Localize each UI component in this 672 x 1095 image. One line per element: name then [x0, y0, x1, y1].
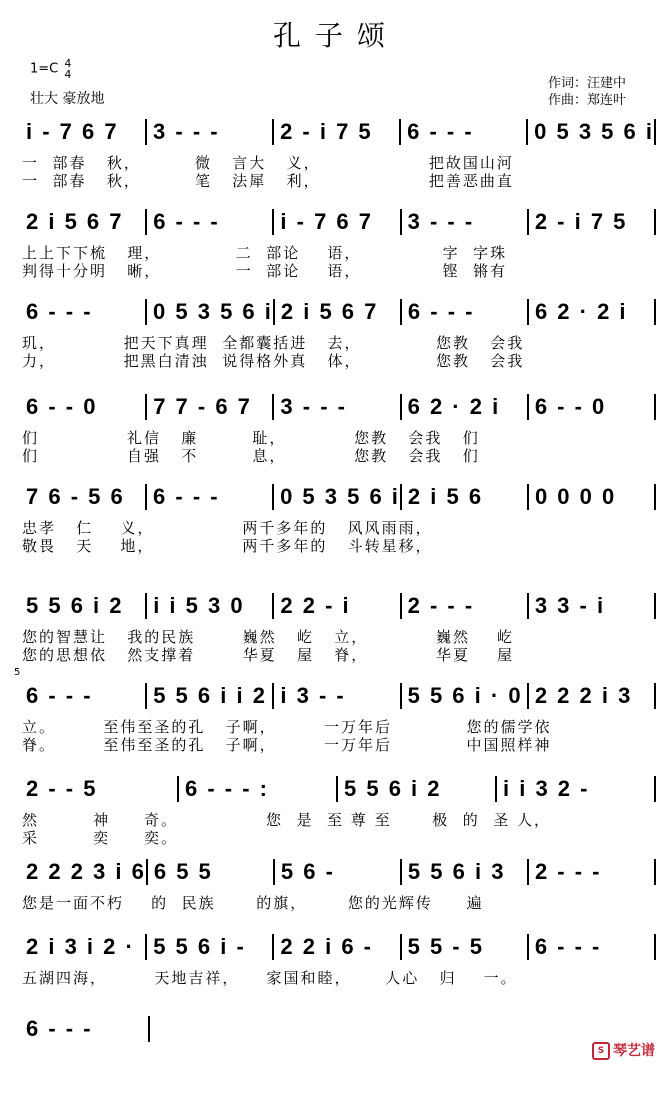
notation-row [20, 298, 656, 326]
notation-row [20, 483, 656, 511]
measure: 3 - - - [280, 394, 347, 419]
measure: 2 2 2 3 i 6 [26, 859, 146, 884]
time-signature [64, 58, 71, 80]
lyric-line-1: 五湖四海， 天地吉祥， 家国和睦， 人心 归 一。 [22, 969, 518, 987]
measure: 2 i 5 6 [407, 484, 484, 509]
lyric-line-2: 一 部春 秋， 笔 法犀 利， 把善恶曲直 [22, 172, 514, 190]
measure: 6 5 5 [153, 859, 213, 884]
barline [654, 934, 656, 960]
measure: 5 5 6 i i 2 [153, 683, 267, 708]
lyric-line-2: 敬畏 天 地， 两千多年的 斗转星移， [22, 537, 433, 555]
measure: i i 3 2 - [503, 776, 590, 801]
music-system [20, 1015, 656, 1095]
measure: 2 - i 7 5 [534, 209, 628, 234]
measure: 3 - - - [153, 119, 220, 144]
song-title: 孔子颂 [272, 19, 399, 52]
music-system [20, 298, 656, 378]
measure: 6 - - - [153, 209, 220, 234]
lyric-line-1: 您的智慧让 我的民族 巍然 屹 立， 巍然 屹 [22, 628, 515, 646]
measure: 2 2 i 6 - [280, 934, 373, 959]
notation-row [20, 775, 656, 803]
measure: 0 5 3 5 6 i [280, 484, 400, 509]
lyric-line-1: 上上下下梳 理， 二 部论 语， 字 字珠 [22, 244, 508, 262]
measure: 0 5 3 5 6 i [534, 119, 654, 144]
measure: 2 - i 7 5 [280, 119, 373, 144]
lyric-line-2: 们 自强 不 息， 您教 会我 们 [22, 447, 480, 465]
notation-row [20, 933, 656, 961]
lyric-line-1: 玑， 把天下真理 全都囊括进 去， 您教 会我 [22, 334, 525, 352]
measure: 2 i 5 6 7 [26, 209, 124, 234]
measure: 6 2 · 2 i [534, 299, 628, 324]
measure: 2 2 2 i 3 [534, 683, 633, 708]
measure: i - 7 6 7 [26, 119, 119, 144]
measure: 5 5 6 i · 0 [407, 683, 523, 708]
measure: 6 - - - : [185, 776, 269, 801]
measure: 6 - - 0 [26, 394, 98, 419]
lyric-line-1: 立。 至伟至圣的孔 子啊， 一万年后 您的儒学依 [22, 718, 552, 736]
measure: 6 - - - [407, 119, 474, 144]
barline [654, 119, 656, 145]
measure: 6 - - - [534, 934, 602, 959]
lyric-line-2: 采 奕 奕。 [22, 829, 178, 847]
notation-row [20, 208, 656, 236]
measure: 0 0 0 0 [534, 484, 617, 509]
lyric-line-2: 脊。 至伟至圣的孔 子啊， 一万年后 中国照样神 [22, 736, 552, 754]
time-top: 4 [64, 57, 72, 70]
lyric-line-1: 然 神 奇。 您 是 至 尊 至 极 的 圣 人， [22, 811, 552, 829]
rehearsal-mark: 5 [14, 667, 21, 678]
lyric-line-1: 您是一面不朽 的 民族 的旗， 您的光辉传 遍 [22, 894, 484, 912]
measure: 2 - - - [534, 859, 602, 884]
barline [654, 299, 656, 325]
music-system [20, 682, 656, 762]
key-signature [30, 58, 71, 80]
barline [148, 1016, 150, 1042]
barline [654, 209, 656, 235]
barline [654, 776, 656, 802]
measure: 6 - - - [153, 484, 220, 509]
lyric-line-1: 忠孝 仁 义， 两千多年的 风风雨雨， [22, 519, 433, 537]
notation-row [20, 682, 656, 710]
music-system [20, 208, 656, 288]
measure: 5 5 6 i 2 [26, 593, 124, 618]
lyric-line-2: 您的思想依 然支撑着 华夏 屋 脊， 华夏 屋 [22, 646, 515, 664]
measure: 2 - - 5 [26, 776, 98, 801]
music-system [20, 933, 656, 1013]
barline [654, 394, 656, 420]
measure: 2 i 3 i 2 · [26, 934, 135, 959]
measure: 5 5 - 5 [407, 934, 484, 959]
music-system [20, 775, 656, 855]
lyric-line-2: 力， 把黑白清浊 说得格外真 体， 您教 会我 [22, 352, 525, 370]
notation-row [20, 592, 656, 620]
barline [654, 683, 656, 709]
barline [654, 484, 656, 510]
measure: 3 3 - i [534, 593, 606, 618]
watermark-text: 琴艺谱 [613, 1043, 655, 1059]
watermark [592, 1040, 655, 1060]
lyric-line-1: 们 礼信 廉 耻， 您教 会我 们 [22, 429, 480, 447]
measure: i i 5 3 0 [153, 593, 245, 618]
time-bottom: 4 [64, 68, 72, 81]
measure: 6 - - - [26, 1016, 93, 1041]
measure: 0 5 3 5 6 i [153, 299, 273, 324]
measure: 6 - - - [26, 299, 93, 324]
music-system [20, 858, 656, 938]
measure: 7 7 - 6 7 [153, 394, 252, 419]
measure: 2 2 - i [280, 593, 351, 618]
measure: 5 5 6 i 3 [407, 859, 506, 884]
watermark-logo-icon: S [592, 1042, 610, 1060]
lyric-line-2: 判得十分明 晰， 一 部论 语， 铿 锵有 [22, 262, 508, 280]
measure: 7 6 - 5 6 [26, 484, 125, 509]
music-system [20, 393, 656, 473]
composer-credit: 作曲：郑连叶 [548, 93, 627, 108]
notation-row [20, 858, 656, 886]
measure: 2 - - - [407, 593, 475, 618]
barline [654, 593, 656, 619]
notation-row [20, 1015, 150, 1043]
measure: 6 2 · 2 i [407, 394, 501, 419]
music-system [20, 592, 656, 672]
measure: 6 - - - [26, 683, 93, 708]
key-label: 1=C [30, 61, 59, 77]
notation-row [20, 118, 656, 146]
measure: 2 i 5 6 7 [280, 299, 379, 324]
measure: 3 - - - [407, 209, 475, 234]
measure: 6 - - 0 [534, 394, 607, 419]
lyric-line-1: 一 部春 秋， 微 言大 义， 把故国山河 [22, 154, 514, 172]
measure: 5 5 6 i 2 [344, 776, 442, 801]
measure: 5 5 6 i - [153, 934, 246, 959]
barline [654, 859, 656, 885]
measure: i 3 - - [280, 683, 346, 708]
tempo-marking: 壮大 豪放地 [30, 91, 105, 107]
music-system [20, 483, 656, 563]
notation-row [20, 393, 656, 421]
music-system [20, 118, 656, 198]
measure: i - 7 6 7 [280, 209, 373, 234]
measure: 5 6 - [280, 859, 335, 884]
lyricist-credit: 作词：汪建中 [548, 76, 627, 91]
measure: 6 - - - [407, 299, 475, 324]
